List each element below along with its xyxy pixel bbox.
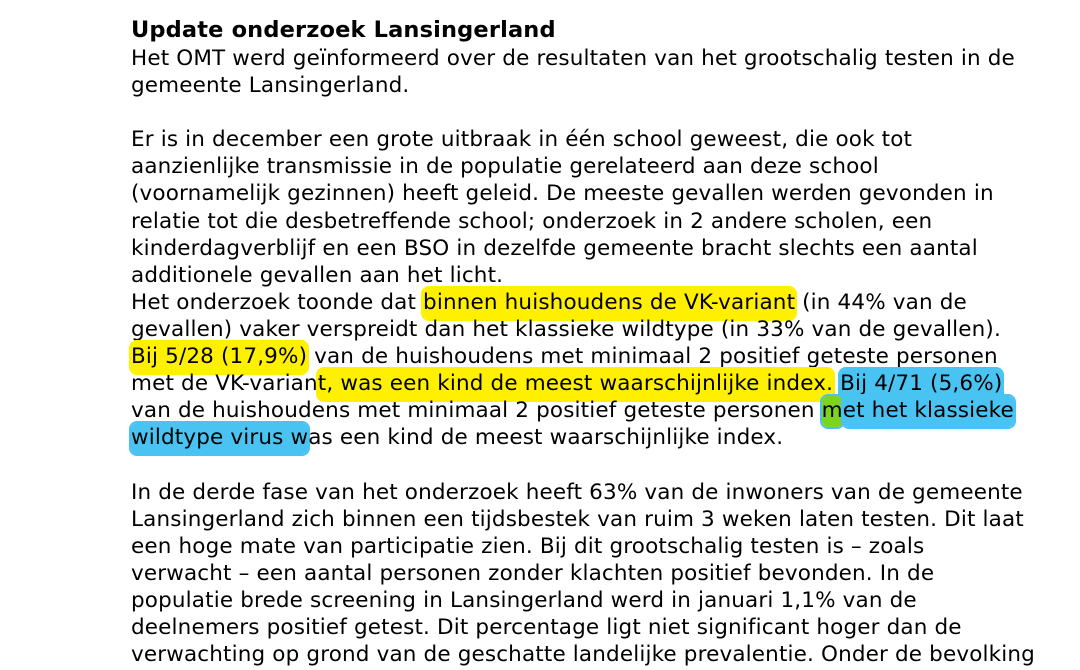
screening-paragraph — [131, 479, 1076, 669]
outbreak-paragraph — [131, 126, 1076, 451]
text-run: van de huishoudens met minimaal 2 positief geteste personen — [131, 398, 822, 424]
paragraph-line: deelnemers positief getest. Dit percentage ligt niet significant hoger dan de — [131, 614, 962, 640]
paragraph-line: Lansingerland zich binnen een tijdsbestek van ruim 3 weken laten testen. Dit laat — [131, 506, 1024, 532]
paragraph-line: verwacht – een aantal personen zonder klachten positief bevonden. In de — [131, 560, 935, 586]
document-page — [131, 15, 1076, 668]
paragraph-line: In de derde fase van het onderzoek heeft 63% van de inwoners van de gemeente — [131, 479, 1023, 505]
paragraph-line — [131, 343, 1076, 370]
paragraph-line: gevallen) vaker verspreidt dan het klassieke wildtype (in 33% van de gevallen). — [131, 316, 1001, 342]
paragraph-line — [131, 370, 1076, 397]
blue-highlight: et het klassieke — [843, 396, 1014, 427]
blue-highlight: Bij 4/71 (5,6%) — [840, 369, 1002, 400]
yellow-highlight: t, was een kind de meest waarschijnlijke index. — [318, 369, 833, 400]
yellow-highlight: Bij 5/28 (17,9%) — [131, 342, 307, 373]
intro-paragraph — [131, 45, 1076, 99]
text-run: as een kind de meest waarschijnlijke index. — [308, 425, 784, 451]
text-run — [833, 371, 840, 396]
paragraph-line: additionele gevallen aan het licht. — [131, 262, 504, 288]
text-run: met de VK-varian — [131, 371, 318, 397]
paragraph-line — [131, 289, 1076, 316]
text-run: Het onderzoek toonde dat — [131, 289, 424, 315]
paragraph-line: verwachting op grond van de geschatte landelijke prevalentie. Onder de bevolking — [131, 642, 1035, 668]
paragraph-spacer — [131, 451, 1076, 478]
paragraph-line: populatie brede screening in Lansingerland werd in januari 1,1% van de — [131, 587, 917, 613]
intro-line: gemeente Lansingerland. — [131, 73, 410, 99]
paragraph-line: aanzienlijke transmissie in de populatie gerelateerd aan deze school — [131, 154, 879, 180]
paragraph-spacer — [131, 99, 1076, 126]
intro-line: Het OMT werd geïnformeerd over de resultaten van het grootschalig testen in de — [131, 46, 1015, 71]
text-run: (in 44% van de — [795, 289, 967, 315]
green-highlight: m — [822, 396, 843, 427]
paragraph-line: (voornamelijk gezinnen) heeft geleid. De meeste gevallen werden gevonden in — [131, 181, 994, 207]
section-title: Update onderzoek Lansingerland — [131, 17, 556, 43]
paragraph-line: relatie tot die desbetreffende school; onderzoek in 2 andere scholen, een — [131, 208, 933, 234]
yellow-highlight: binnen huishoudens de VK-variant — [423, 288, 795, 319]
paragraph-line: een hoge mate van participatie zien. Bij dit grootschalig testen is – zoals — [131, 533, 925, 559]
paragraph-line: Er is in december een grote uitbraak in één school geweest, die ook tot — [131, 127, 913, 153]
paragraph-line — [131, 424, 1076, 451]
paragraph-line: kinderdagverblijf en een BSO in dezelfde gemeente bracht slechts een aantal — [131, 235, 978, 261]
text-run: van de huishoudens met minimaal 2 positief geteste personen — [307, 344, 998, 370]
blue-highlight: wildtype virus w — [131, 423, 308, 454]
paragraph-line — [131, 397, 1076, 424]
